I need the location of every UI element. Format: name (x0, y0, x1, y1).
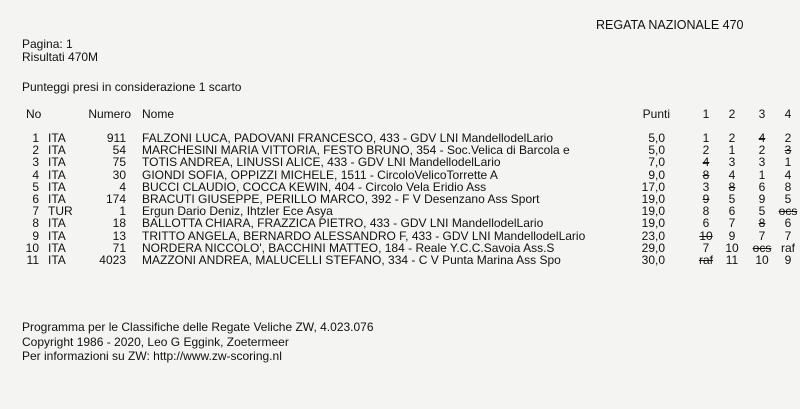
row-crew-club: MARCHESINI MARIA VITTORIA, FESTO BRUNO, 354 - Soc.Velica di Barcola e (142, 143, 570, 158)
row-race-1-score: 4 (702, 155, 710, 170)
header-nome: Nome (142, 107, 175, 121)
row-race-2-score: 7 (728, 216, 736, 231)
row-sail-number: 174 (105, 192, 126, 206)
row-points: 5,0 (648, 131, 665, 145)
row-race-3-score: 2 (758, 143, 766, 158)
row-crew-club: BALLOTTA CHIARA, FRAZZICA PIETRO, 433 - GDV LNI MandellodelLario (142, 216, 544, 231)
table-row (0, 216, 800, 231)
row-points: 23,0 (641, 228, 665, 243)
row-position: 5 (32, 179, 39, 194)
row-nation: ITA (48, 253, 66, 267)
row-race-4-score: 4 (784, 167, 792, 182)
row-race-4-score: 6 (784, 216, 792, 231)
row-points: 5,0 (648, 143, 665, 158)
row-race-2-score: 1 (728, 143, 736, 158)
row-position: 10 (25, 240, 39, 255)
row-race-4-score: ocs (778, 204, 798, 219)
row-nation: ITA (48, 216, 66, 231)
row-sail-number: 18 (112, 216, 126, 231)
row-nation: ITA (48, 155, 66, 170)
row-race-4-score: raf (780, 240, 795, 255)
header-numero: Numero (88, 107, 131, 121)
row-race-1-score: 10 (699, 228, 713, 243)
row-points: 30,0 (641, 253, 665, 267)
row-position: 11 (26, 253, 39, 267)
row-sail-number: 54 (112, 143, 126, 158)
row-race-2-score: 2 (728, 131, 736, 145)
row-race-1-score: 3 (702, 179, 710, 194)
row-race-3-score: ocs (752, 240, 772, 255)
row-nation: ITA (48, 167, 66, 182)
table-row (0, 229, 800, 241)
table-row (0, 192, 800, 204)
row-race-2-score: 11 (725, 253, 739, 267)
row-race-4-score: 5 (784, 192, 792, 206)
footer-program: Programma per le Classifiche delle Regate Veliche ZW, 4.023.076 (22, 320, 374, 334)
row-race-2-score: 9 (728, 228, 736, 243)
row-race-1-score: 6 (702, 216, 710, 231)
row-nation: ITA (48, 131, 66, 145)
table-row (0, 204, 800, 219)
table-row (0, 241, 800, 253)
page-label: Pagina: 1 (22, 37, 73, 51)
row-position: 4 (32, 167, 39, 182)
regatta-title: REGATA NAZIONALE 470 (596, 18, 744, 32)
row-sail-number: 911 (106, 131, 126, 145)
row-race-4-score: 8 (784, 179, 792, 194)
header-no: No (26, 107, 42, 121)
table-row (0, 143, 800, 158)
row-position: 9 (32, 228, 39, 243)
row-crew-club: GIONDI SOFIA, OPPIZZI MICHELE, 1511 - CircoloVelicoTorrette A (142, 167, 498, 182)
row-race-4-score: 7 (784, 228, 792, 243)
header-race-1: 1 (702, 107, 710, 121)
row-points: 19,0 (641, 192, 665, 206)
row-nation: ITA (48, 240, 66, 255)
row-crew-club: TRITTO ANGELA, BERNARDO ALESSANDRO F, 433 - GDV LNI MandellodelLario (142, 228, 586, 243)
row-race-1-score: 7 (702, 240, 710, 255)
row-sail-number: 75 (112, 155, 126, 170)
row-race-3-score: 7 (758, 228, 766, 243)
row-points: 29,0 (641, 240, 665, 255)
row-nation: ITA (48, 179, 66, 194)
row-race-3-score: 5 (758, 204, 766, 219)
row-race-1-score: 1 (702, 131, 710, 145)
row-crew-club: BUCCI CLAUDIO, COCCA KEWIN, 404 - Circolo Vela Eridio Ass (142, 179, 487, 194)
row-race-3-score: 9 (758, 192, 766, 206)
row-points: 9,0 (648, 167, 665, 182)
row-points: 19,0 (641, 216, 665, 231)
row-points: 17,0 (641, 179, 665, 194)
row-race-2-score: 6 (728, 204, 736, 219)
row-crew-club: TOTIS ANDREA, LINUSSI ALICE, 433 - GDV LNI MandellodelLario (142, 155, 501, 170)
row-sail-number: 71 (112, 240, 126, 255)
row-race-3-score: 1 (758, 167, 766, 182)
row-race-2-score: 4 (728, 167, 736, 182)
footer-copyright: Copyright 1986 - 2020, Leo G Eggink, Zoetermeer (22, 335, 289, 349)
row-race-1-score: 2 (702, 143, 710, 158)
row-race-1-score: 8 (702, 204, 710, 219)
row-sail-number: 13 (112, 228, 126, 243)
results-label: Risultati 470M (22, 50, 99, 64)
row-crew-club: FALZONI LUCA, PADOVANI FRANCESCO, 433 - GDV LNI MandellodelLario (142, 131, 554, 145)
row-race-4-score: 9 (784, 253, 792, 267)
row-race-2-score: 5 (728, 192, 736, 206)
table-row (0, 168, 800, 180)
footer-info: Per informazioni su ZW: http://www.zw-scoring.nl (22, 349, 282, 363)
header-punti: Punti (642, 107, 670, 121)
row-nation: ITA (48, 228, 66, 243)
row-nation: ITA (48, 192, 66, 206)
row-race-1-score: 9 (702, 192, 710, 206)
row-crew-club: NORDERA NICCOLO', BACCHINI MATTEO, 184 - Reale Y.C.C.Savoia Ass.S (142, 240, 555, 255)
row-sail-number: 4 (119, 179, 126, 194)
row-race-4-score: 2 (784, 131, 792, 145)
row-sail-number: 4023 (99, 253, 126, 267)
header-race-3: 3 (758, 107, 766, 121)
row-race-3-score: 4 (758, 131, 766, 145)
header-race-2: 2 (728, 107, 736, 121)
row-points: 7,0 (648, 155, 665, 170)
row-race-2-score: 8 (728, 179, 736, 194)
row-crew-club: Ergun Dario Deniz, Ihtzler Ece Asya (142, 204, 333, 219)
row-race-1-score: raf (698, 253, 713, 267)
table-row (0, 155, 800, 170)
table-row (0, 180, 800, 192)
row-nation: TUR (48, 204, 73, 219)
row-race-4-score: 3 (784, 143, 792, 158)
row-crew-club: BRACUTI GIUSEPPE, PERILLO MARCO, 392 - F V Desenzano Ass Sport (142, 192, 540, 206)
row-position: 2 (32, 143, 39, 158)
row-crew-club: MAZZONI ANDREA, MALUCELLI STEFANO, 334 - C V Punta Marina Ass Spo (142, 253, 561, 267)
row-position: 1 (32, 131, 39, 145)
row-position: 8 (32, 216, 39, 231)
row-race-3-score: 10 (755, 253, 769, 267)
row-position: 7 (32, 204, 39, 219)
row-race-4-score: 1 (784, 155, 792, 170)
table-row (0, 131, 800, 143)
table-row (0, 253, 800, 265)
row-race-2-score: 10 (725, 240, 739, 255)
row-sail-number: 30 (112, 167, 126, 182)
header-race-4: 4 (784, 107, 792, 121)
row-race-3-score: 6 (758, 179, 766, 194)
row-position: 6 (32, 192, 39, 206)
row-position: 3 (32, 155, 39, 170)
row-nation: ITA (48, 143, 66, 158)
row-sail-number: 1 (119, 204, 126, 219)
discard-note: Punteggi presi in considerazione 1 scarto (22, 80, 242, 94)
row-race-3-score: 3 (758, 155, 766, 170)
results-table-header (0, 107, 800, 119)
row-race-2-score: 3 (728, 155, 736, 170)
row-race-1-score: 8 (702, 167, 710, 182)
row-race-3-score: 8 (758, 216, 766, 231)
row-points: 19,0 (641, 204, 665, 219)
